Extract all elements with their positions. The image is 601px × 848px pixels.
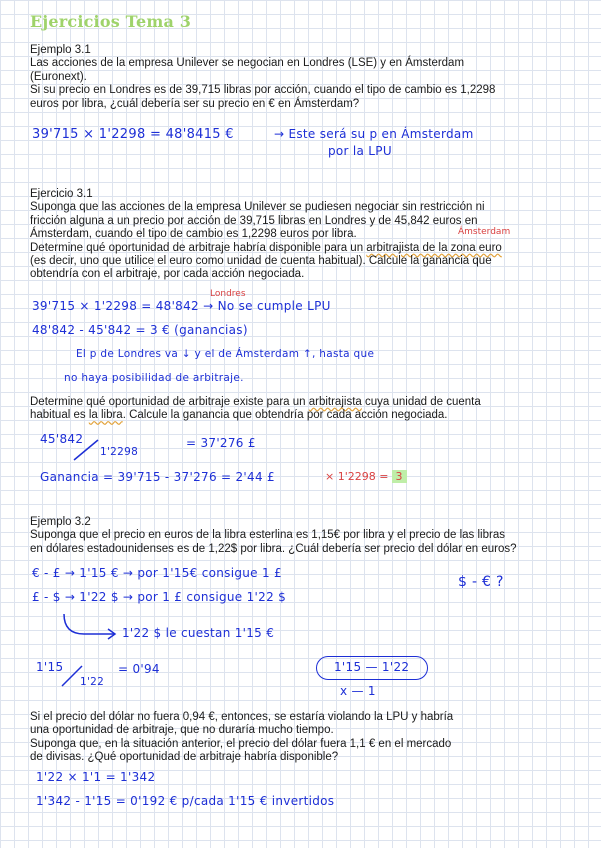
text-line: Suponga que el precio en euros de la libra esterlina es 1,15€ por libra y el precio de las libras <box>30 529 505 542</box>
ejemplo-3-2 <box>30 516 595 556</box>
page-title: Ejercicios Tema 3 <box>30 12 192 31</box>
fraction-denominator: 1'2298 <box>100 446 139 458</box>
fraction-result: = 0'94 <box>118 662 160 676</box>
text-line: Las acciones de la empresa Unilever se negocian en Londres (LSE) y en Ámsterdam <box>30 57 465 70</box>
text-line: fricción alguna a un precio por acción de 39,715 libras en Londres y de 45,842 euros en <box>30 214 478 227</box>
handwritten-note: → Este será su p en Ámsterdam <box>274 127 474 141</box>
heading: Ejemplo 3.1 <box>30 44 91 56</box>
text-line: Suponga que, en la situación anterior, el precio del dólar fuera 1,1 € en el mercado <box>30 737 452 750</box>
text-line: Suponga que las acciones de la empresa Unilever se pudiesen negociar sin restricción ni <box>30 201 485 214</box>
text-line: Determine qué oportunidad de arbitraje existe para un arbitrajista cuya unidad de cuenta <box>30 396 481 408</box>
text-line: una oportunidad de arbitraje, que no duraría mucho tiempo. <box>30 724 334 737</box>
handwritten-note: no haya posibilidad de arbitraje. <box>64 372 244 384</box>
text-line: Si el precio del dólar no fuera 0,94 €, entonces, se estaría violando la LPU y habría <box>30 711 454 723</box>
handwritten-calc: 39'715 × 1'2298 = 48'842 → No se cumple LPU <box>32 299 331 313</box>
text-line: obtendría con el arbitraje, por cada acción negociada. <box>30 268 305 281</box>
handwritten-note: por la LPU <box>328 144 392 158</box>
handwritten-note: El p de Londres va ↓ y el de Ámsterdam ↑, hasta que <box>76 348 375 360</box>
handwritten-calc: 48'842 - 45'842 = 3 € (ganancias) <box>32 323 248 337</box>
fraction-numerator: 1'15 <box>36 660 64 674</box>
text-line: Ámsterdam, cuando el tipo de cambio es 1,2298 euros por libra. <box>30 228 357 241</box>
heading: Ejemplo 3.2 <box>30 516 91 528</box>
text-line: Si su precio en Londres es de 39,715 libras por acción, cuando el tipo de cambio es 1,2298 <box>30 84 496 97</box>
text-line: euros por libra, ¿cuál debería ser su precio en € en Ámsterdam? <box>30 97 360 110</box>
rule-of-three-bottom: x — 1 <box>340 684 376 698</box>
handwritten-line: £ - $ → 1'22 $ → por 1 £ consigue 1'22 $ <box>32 590 287 604</box>
handwritten-question: $ - € ? <box>458 574 504 590</box>
ejemplo-3-1 <box>30 44 590 111</box>
text-line: Determine qué oportunidad de arbitraje habría disponible para un arbitrajista de la zona euro <box>30 241 502 254</box>
handwritten-annotation: Ámsterdam <box>458 227 511 237</box>
ejercicio-3-1-part2 <box>30 396 595 423</box>
handwritten-line: 1'22 × 1'1 = 1'342 <box>36 770 156 784</box>
text-line: (es decir, uno que utilice el euro como unidad de cuenta habitual). Calcule la ganancia que <box>30 255 492 268</box>
handwritten-gain: Ganancia = 39'715 - 37'276 = 2'44 £ <box>40 470 275 484</box>
handwritten-line: € - £ → 1'15 € → por 1'15€ consigue 1 £ <box>32 566 282 580</box>
ejemplo-3-2-part2 <box>30 711 595 765</box>
fraction-numerator: 45'842 <box>40 432 84 446</box>
text-line: (Euronext). <box>30 70 87 83</box>
rule-of-three-top: 1'15 — 1'22 <box>334 660 410 674</box>
fraction-denominator: 1'22 <box>80 676 105 688</box>
handwritten-annotation: Londres <box>210 289 246 299</box>
handwritten-calc: 39'715 × 1'2298 = 48'8415 € <box>32 127 234 142</box>
gain-conversion: × 1'2298 = 3 <box>325 470 407 483</box>
fraction-result: = 37'276 £ <box>186 436 256 450</box>
hook-arrow <box>60 612 120 640</box>
text-line: habitual es la libra. Calcule la ganancia que obtendría por cada acción negociada. <box>30 409 448 422</box>
ejercicio-3-1 <box>30 188 595 282</box>
heading: Ejercicio 3.1 <box>30 188 93 200</box>
handwritten-line: 1'22 $ le cuestan 1'15 € <box>122 626 275 640</box>
text-line: en dólares estadounidenses es de 1,22$ por libra. ¿Cuál debería ser precio del dólar en euros? <box>30 542 517 555</box>
text-line: de divisas. ¿Qué oportunidad de arbitraje habría disponible? <box>30 751 339 764</box>
handwritten-line: 1'342 - 1'15 = 0'192 € p/cada 1'15 € invertidos <box>36 794 335 808</box>
